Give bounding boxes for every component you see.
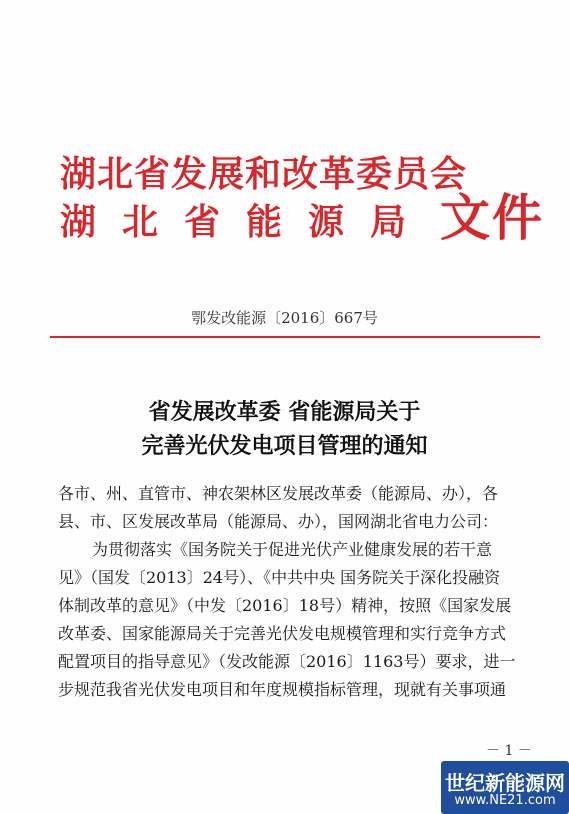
body-line: 步规范我省光伏发电项目和年度规模指标管理，现就有关事项通: [58, 680, 507, 699]
body-line: 为贯彻落实《国务院关于促进光伏产业健康发展的若干意: [92, 540, 493, 559]
watermark-logo: [441, 761, 569, 814]
title-line-1: 省发展改革委 省能源局关于: [148, 399, 421, 425]
page-number: － 1 －: [486, 743, 532, 759]
document-title: [0, 395, 569, 463]
document-type: 文件: [440, 188, 544, 247]
body-line: 见》（国发〔2013〕24号）、《中共中央 国务院关于深化投融资: [58, 568, 501, 587]
bleed-through-text: [70, 88, 540, 142]
agency-name-2: 湖北省能源局: [60, 201, 433, 243]
header-red-rule: [50, 336, 540, 338]
body-line: 体制改革的意见》（中发〔2016〕18号）精神，按照《国家发展: [58, 596, 512, 615]
document-number: 鄂发改能源〔2016〕667号: [191, 309, 378, 327]
body-line: 改革委、国家能源局关于完善光伏发电规模管理和实行竞争方式: [58, 624, 507, 643]
document-body: [58, 480, 548, 704]
watermark-site-url: www.NE21.com: [454, 793, 556, 808]
body-line: 县、市、区发展改革局（能源局、办），国网湖北省电力公司：: [58, 512, 499, 531]
watermark-site-name: 世纪新能源网: [445, 771, 565, 795]
issuing-agencies: [60, 150, 467, 246]
agency-name-1: 湖北省发展和改革委员会: [60, 153, 468, 195]
title-line-2: 完善光伏发电项目管理的通知: [141, 433, 428, 459]
body-line: 各市、州、直管市、神农架林区发展改革委（能源局、办），各: [58, 484, 499, 503]
body-line: 配置项目的指导意见》（发改能源〔2016〕1163号）要求，进一: [58, 652, 516, 671]
